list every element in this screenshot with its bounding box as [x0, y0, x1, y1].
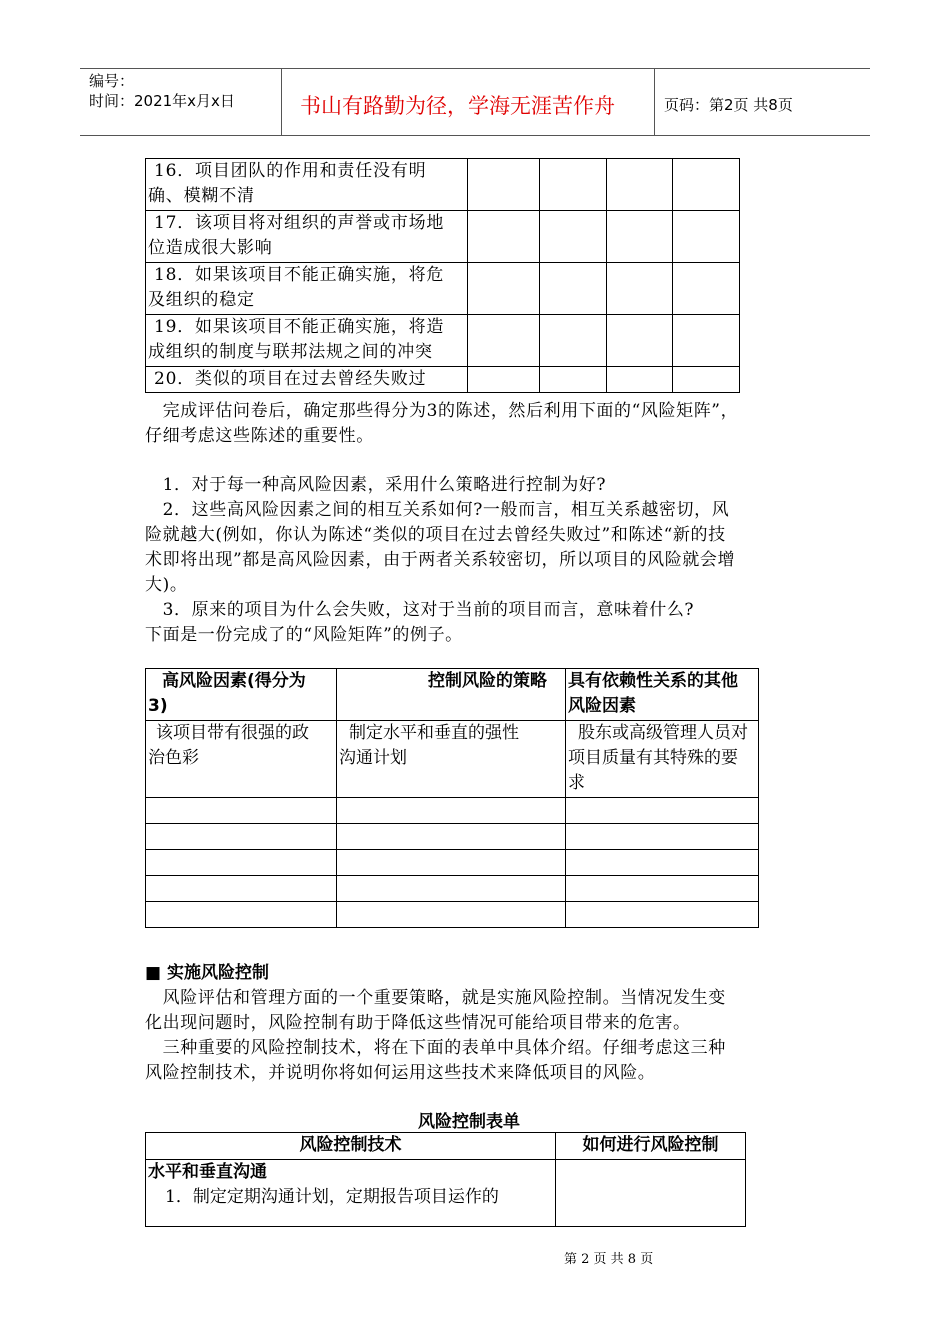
text-line: 风险控制技术，并说明你将如何运用这些技术来降低项目的风险。	[145, 1063, 656, 1083]
header-divider	[654, 68, 655, 135]
score-cell[interactable]	[468, 367, 540, 393]
text-line: 2．这些高风险因素之间的相互关系如何?一般而言，相互关系越密切，风	[145, 500, 730, 520]
score-cell[interactable]	[540, 263, 607, 315]
header-divider	[281, 68, 282, 135]
score-cell[interactable]	[468, 211, 540, 263]
text-line: 风险评估和管理方面的一个重要策略，就是实施风险控制。当情况发生变	[145, 988, 726, 1008]
doc-time: 时间：2021年x月x日	[89, 92, 235, 110]
section-heading: ■ 实施风险控制	[145, 963, 269, 983]
header-technique: 风险控制技术	[146, 1133, 556, 1160]
statement-cell: 19．如果该项目不能正确实施，将造 成组织的制度与联邦法规之间的冲突	[146, 315, 468, 367]
score-cell[interactable]	[607, 367, 672, 393]
text-line: 三种重要的风险控制技术，将在下面的表单中具体介绍。仔细考虑这三种	[145, 1038, 726, 1058]
motto: 书山有路勤为径，学海无涯苦作舟	[300, 94, 615, 118]
table-row	[146, 367, 740, 393]
table-row	[146, 315, 740, 367]
header-bottom-rule	[80, 135, 870, 136]
table-row	[146, 159, 740, 211]
statement-cell: 16．项目团队的作用和责任没有明 确、模糊不清	[146, 159, 468, 211]
score-cell[interactable]	[540, 367, 607, 393]
score-cell[interactable]	[468, 315, 540, 367]
table-row	[146, 211, 740, 263]
form-title: 风险控制表单	[418, 1112, 520, 1132]
table-row	[146, 263, 740, 315]
score-cell[interactable]	[540, 211, 607, 263]
score-cell[interactable]	[540, 159, 607, 211]
score-cell[interactable]	[672, 263, 739, 315]
score-cell[interactable]	[468, 159, 540, 211]
risk-matrix-table	[145, 668, 759, 928]
header-dependent-factors: 具有依赖性关系的其他 风险因素	[566, 669, 759, 721]
risk-control-form	[145, 1132, 746, 1227]
text-line: 术即将出现”都是高风险因素，由于两者关系较密切，所以项目的风险就会增	[145, 550, 736, 570]
score-cell[interactable]	[540, 315, 607, 367]
answer-cell[interactable]	[556, 1160, 746, 1227]
header-top-rule	[80, 68, 870, 69]
page-info: 页码：第2页 共8页	[664, 96, 793, 114]
example-factor: 该项目带有很强的政 治色彩	[146, 721, 337, 798]
score-cell[interactable]	[468, 263, 540, 315]
score-cell[interactable]	[607, 315, 672, 367]
example-dependents: 股东或高级管理人员对 项目质量有其特殊的要 求	[566, 721, 759, 798]
text-line: 大)。	[145, 575, 188, 595]
doc-number-label: 编号：	[89, 72, 135, 90]
score-cell[interactable]	[607, 263, 672, 315]
header-how-to-control: 如何进行风险控制	[556, 1133, 746, 1160]
score-cell[interactable]	[607, 211, 672, 263]
technique-cell: 水平和垂直沟通 1．制定定期沟通计划，定期报告项目运作的	[146, 1160, 556, 1227]
text-line: 1．对于每一种高风险因素，采用什么策略进行控制为好?	[145, 475, 607, 495]
bullet-icon: ■	[145, 963, 162, 983]
text-line: 险就越大(例如，你认为陈述“类似的项目在过去曾经失败过”和陈述“新的技	[145, 525, 726, 545]
statement-cell: 20．类似的项目在过去曾经失败过	[146, 367, 468, 393]
statement-cell: 18．如果该项目不能正确实施，将危 及组织的稳定	[146, 263, 468, 315]
header-control-strategy: 控制风险的策略	[337, 669, 566, 721]
score-cell[interactable]	[607, 159, 672, 211]
text-line: 下面是一份完成了的“风险矩阵”的例子。	[145, 625, 463, 645]
score-cell[interactable]	[672, 211, 739, 263]
text-line: 化出现问题时，风险控制有助于降低这些情况可能给项目带来的危害。	[145, 1013, 691, 1033]
score-cell[interactable]	[672, 315, 739, 367]
text-line: 仔细考虑这些陈述的重要性。	[145, 426, 374, 446]
score-cell[interactable]	[672, 367, 739, 393]
page-footer: 第 2 页 共 8 页	[564, 1252, 654, 1267]
header-high-risk-factor: 高风险因素(得分为 3)	[146, 669, 337, 721]
score-cell[interactable]	[672, 159, 739, 211]
example-strategy: 制定水平和垂直的强性 沟通计划	[337, 721, 566, 798]
text-line: 3．原来的项目为什么会失败，这对于当前的项目而言，意味着什么?	[145, 600, 695, 620]
text-line: 完成评估问卷后，确定那些得分为3的陈述，然后利用下面的“风险矩阵”，	[145, 401, 739, 421]
assessment-table	[145, 158, 740, 393]
statement-cell: 17．该项目将对组织的声誉或市场地 位造成很大影响	[146, 211, 468, 263]
